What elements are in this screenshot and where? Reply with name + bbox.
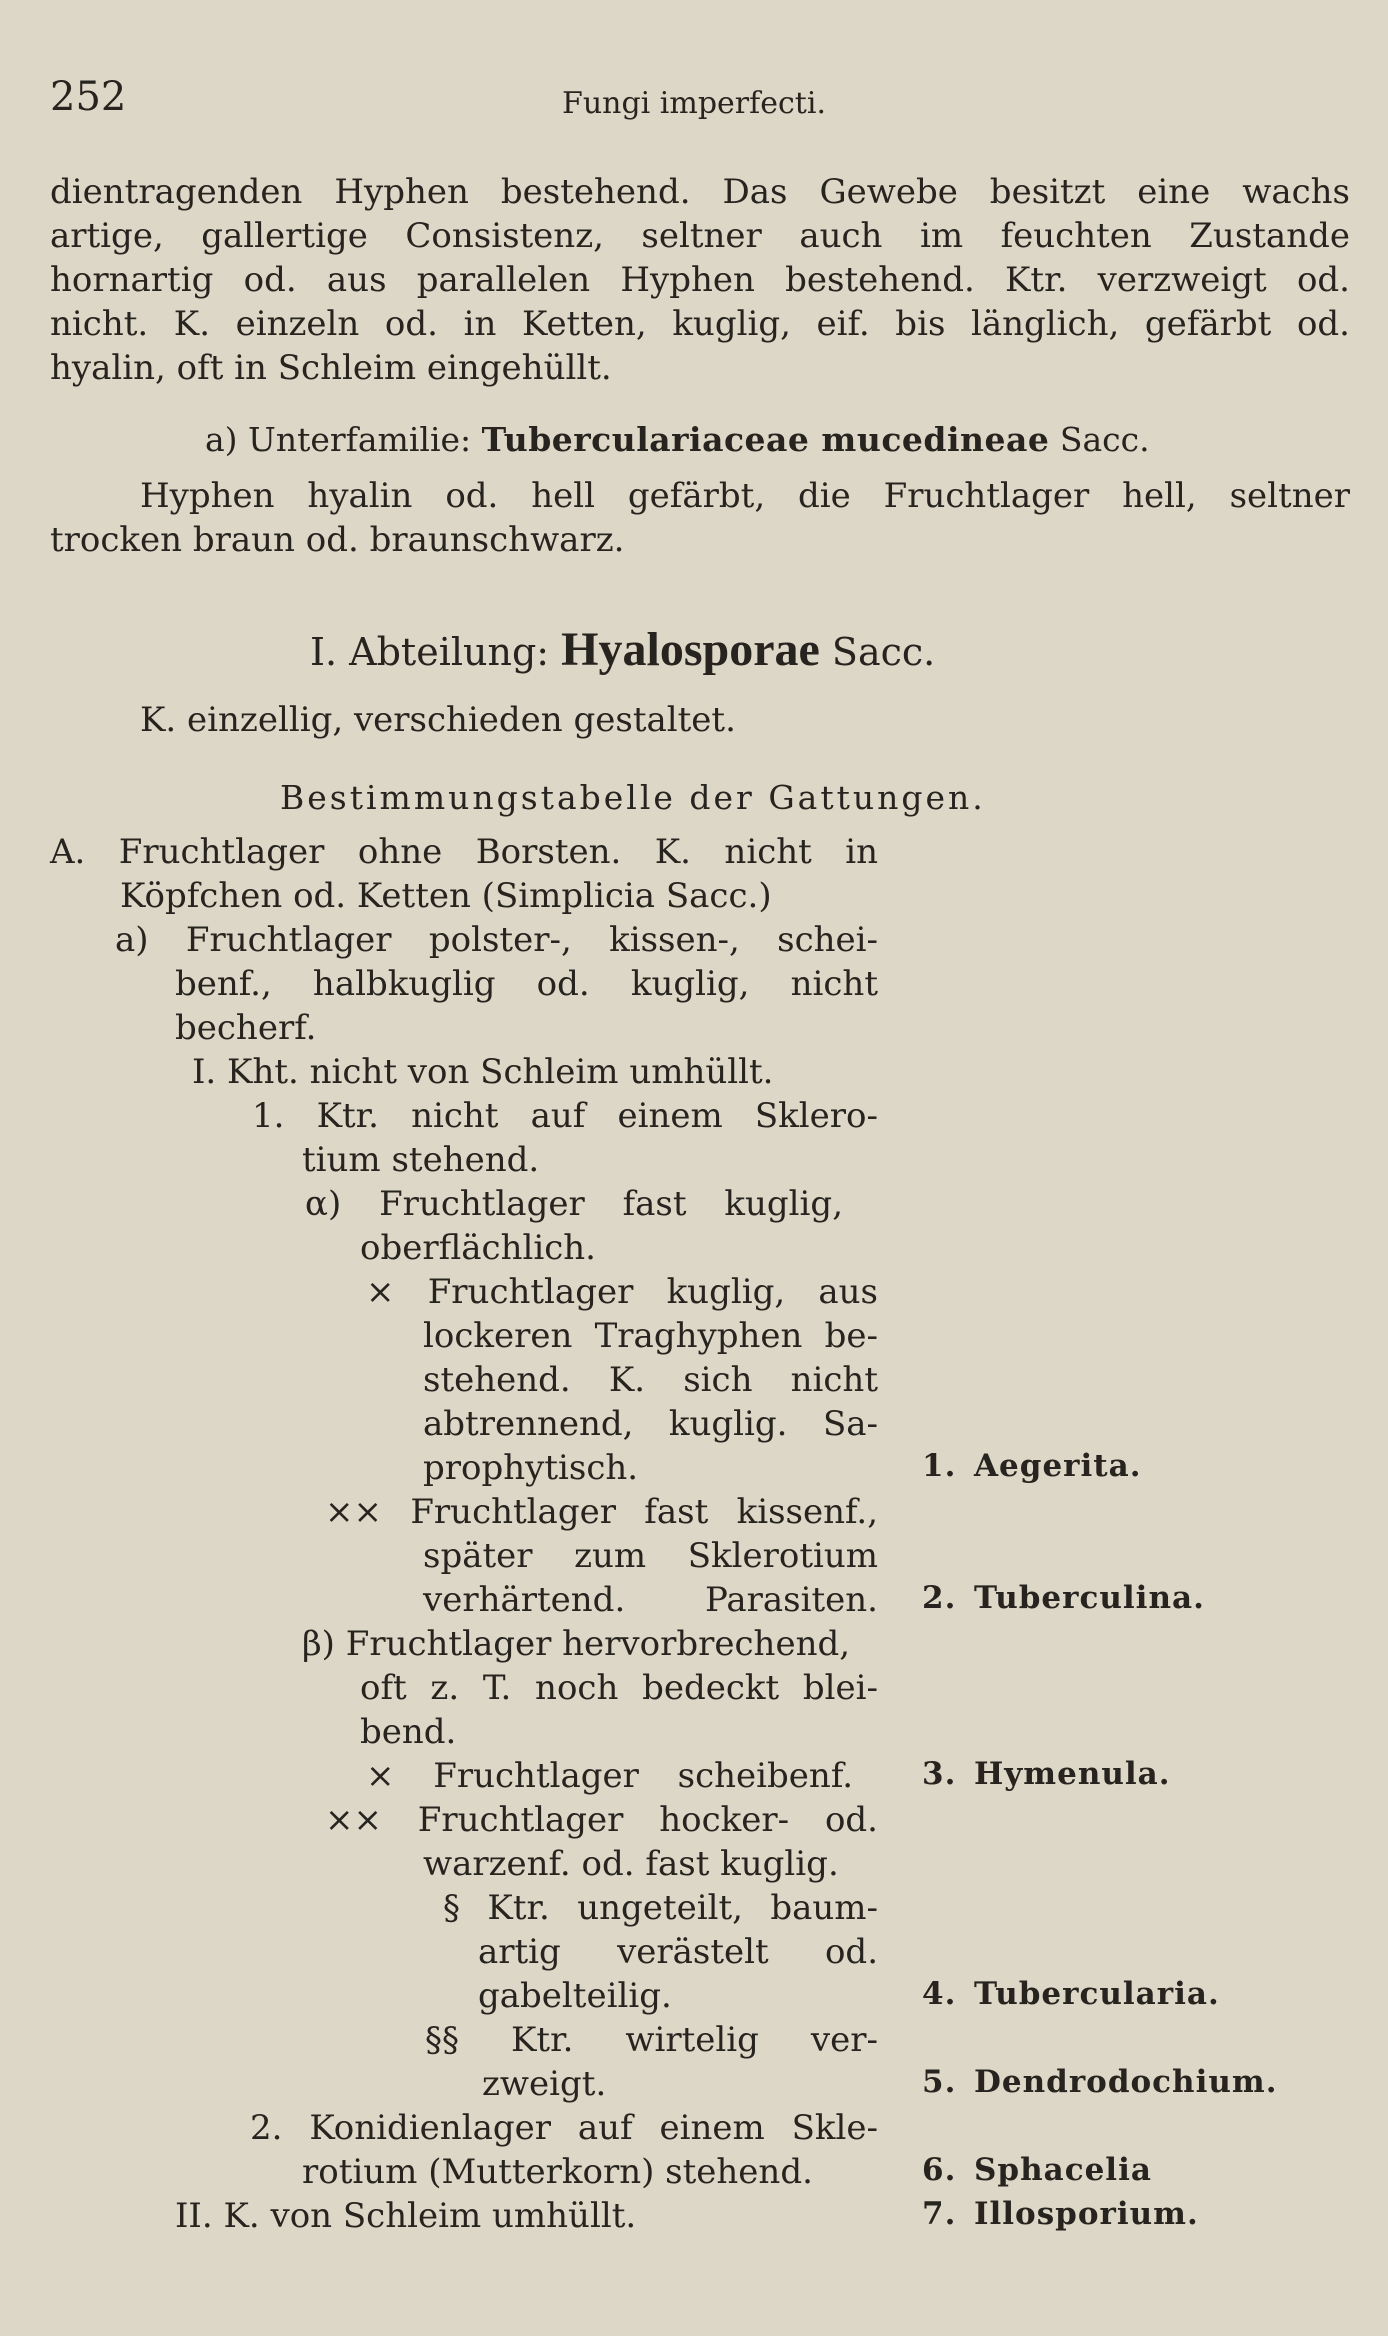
genus-name: Tubercularia. [974, 1976, 1220, 2012]
genus-name: Hymenula. [974, 1756, 1171, 1792]
key-line: artig verästelt od. [478, 1932, 878, 1972]
key-line: lockeren Traghyphen be- [423, 1316, 878, 1356]
genus-number: 2. [922, 1580, 957, 1616]
key-line: prophytisch. [423, 1448, 639, 1488]
key-table-heading: Bestimmungstabelle der Gattungen. [280, 778, 986, 817]
genus-number: 3. [922, 1756, 957, 1792]
text-line: Hyphen hyalin od. hell gefärbt, die Fruchtlager hell, seltner [140, 476, 1350, 516]
genus-entry [922, 2152, 1152, 2188]
key-line: zweigt. [482, 2064, 607, 2104]
genus-number: 6. [922, 2152, 957, 2188]
text-line: nicht. K. einzeln od. in Ketten, kuglig, eif. bis länglich, gefärbt od. [50, 304, 1350, 344]
key-line: gabelteilig. [478, 1976, 672, 2016]
key-line: oberflächlich. [360, 1228, 596, 1268]
genus-entry [922, 2196, 1199, 2232]
genus-name: Illosporium. [974, 2196, 1199, 2232]
key-line: tium stehend. [302, 1140, 540, 1180]
key-line: warzenf. od. fast kuglig. [423, 1844, 839, 1884]
key-line: §§ Ktr. wirtelig ver- [425, 2020, 878, 2060]
key-line: × Fruchtlager kuglig, aus [366, 1272, 878, 1312]
key-line: A. Fruchtlager ohne Borsten. K. nicht in [50, 832, 878, 872]
key-line: stehend. K. sich nicht [423, 1360, 878, 1400]
key-line: rotium (Mutterkorn) stehend. [302, 2152, 813, 2192]
section-prefix: I. Abteilung: [310, 630, 550, 674]
section-description: K. einzellig, verschieden gestaltet. [140, 700, 736, 740]
subfamily-author: Sacc. [1059, 420, 1150, 459]
key-line: abtrennend, kuglig. Sa- [423, 1404, 878, 1444]
genus-number: 7. [922, 2196, 957, 2232]
intro-paragraph [50, 170, 1350, 390]
text-line: trocken braun od. braunschwarz. [50, 520, 625, 560]
genus-name: Aegerita. [974, 1448, 1142, 1484]
key-line: × Fruchtlager scheibenf. [366, 1756, 853, 1796]
page-number: 252 [50, 74, 127, 120]
key-line: I. Kht. nicht von Schleim umhüllt. [192, 1052, 774, 1092]
genus-name: Dendrodochium. [974, 2064, 1278, 2100]
key-line: becherf. [175, 1008, 317, 1048]
text-line: dientragenden Hyphen bestehend. Das Gewebe besitzt eine wachs [50, 172, 1350, 212]
genus-name: Tuberculina. [974, 1580, 1205, 1616]
genus-number: 1. [922, 1448, 957, 1484]
running-title: Fungi imperfecti. [562, 86, 826, 121]
genus-entry [922, 1756, 1171, 1792]
section-author: Sacc. [831, 630, 936, 674]
genus-entry [922, 1976, 1220, 2012]
genus-number: 4. [922, 1976, 957, 2012]
key-line: 1. Ktr. nicht auf einem Sklero- [252, 1096, 878, 1136]
genus-number: 5. [922, 2064, 957, 2100]
subfamily-name: Tuberculariaceae mucedineae [481, 420, 1050, 459]
key-line: benf., halbkuglig od. kuglig, nicht [175, 964, 878, 1004]
section-name: Hyalosporae [561, 623, 820, 676]
subfamily-description [50, 474, 1350, 562]
text-line: artige, gallertige Consistenz, seltner auch im feuchten Zustande [50, 216, 1350, 256]
key-line: II. K. von Schleim umhüllt. [175, 2196, 637, 2236]
section-heading [310, 622, 935, 677]
key-line: β) Fruchtlager hervorbrechend, [302, 1624, 851, 1664]
genus-entry [922, 2064, 1278, 2100]
text-line: hyalin, oft in Schleim eingehüllt. [50, 348, 612, 388]
key-line: 2. Konidienlager auf einem Skle- [250, 2108, 878, 2148]
genus-entry [922, 1448, 1141, 1484]
key-line: ×× Fruchtlager hocker- od. [325, 1800, 878, 1840]
genus-name: Sphacelia [974, 2152, 1152, 2188]
key-line: α) Fruchtlager fast kuglig, [305, 1184, 843, 1224]
key-line: § Ktr. ungeteilt, baum- [443, 1888, 878, 1928]
key-line: a) Fruchtlager polster-, kissen-, schei- [115, 920, 878, 960]
subfamily-prefix: a) Unterfamilie: [205, 420, 472, 459]
key-line: ×× Fruchtlager fast kissenf., [325, 1492, 878, 1532]
key-line: bend. [360, 1712, 457, 1752]
key-line: später zum Sklerotium [423, 1536, 878, 1576]
key-line: oft z. T. noch bedeckt blei- [360, 1668, 878, 1708]
key-line: Köpfchen od. Ketten (Simplicia Sacc.) [120, 876, 772, 916]
text-line: hornartig od. aus parallelen Hyphen bestehend. Ktr. verzweigt od. [50, 260, 1350, 300]
subfamily-heading [205, 420, 1150, 459]
key-line: verhärtend. Parasiten. [423, 1580, 878, 1620]
genus-entry [922, 1580, 1205, 1616]
